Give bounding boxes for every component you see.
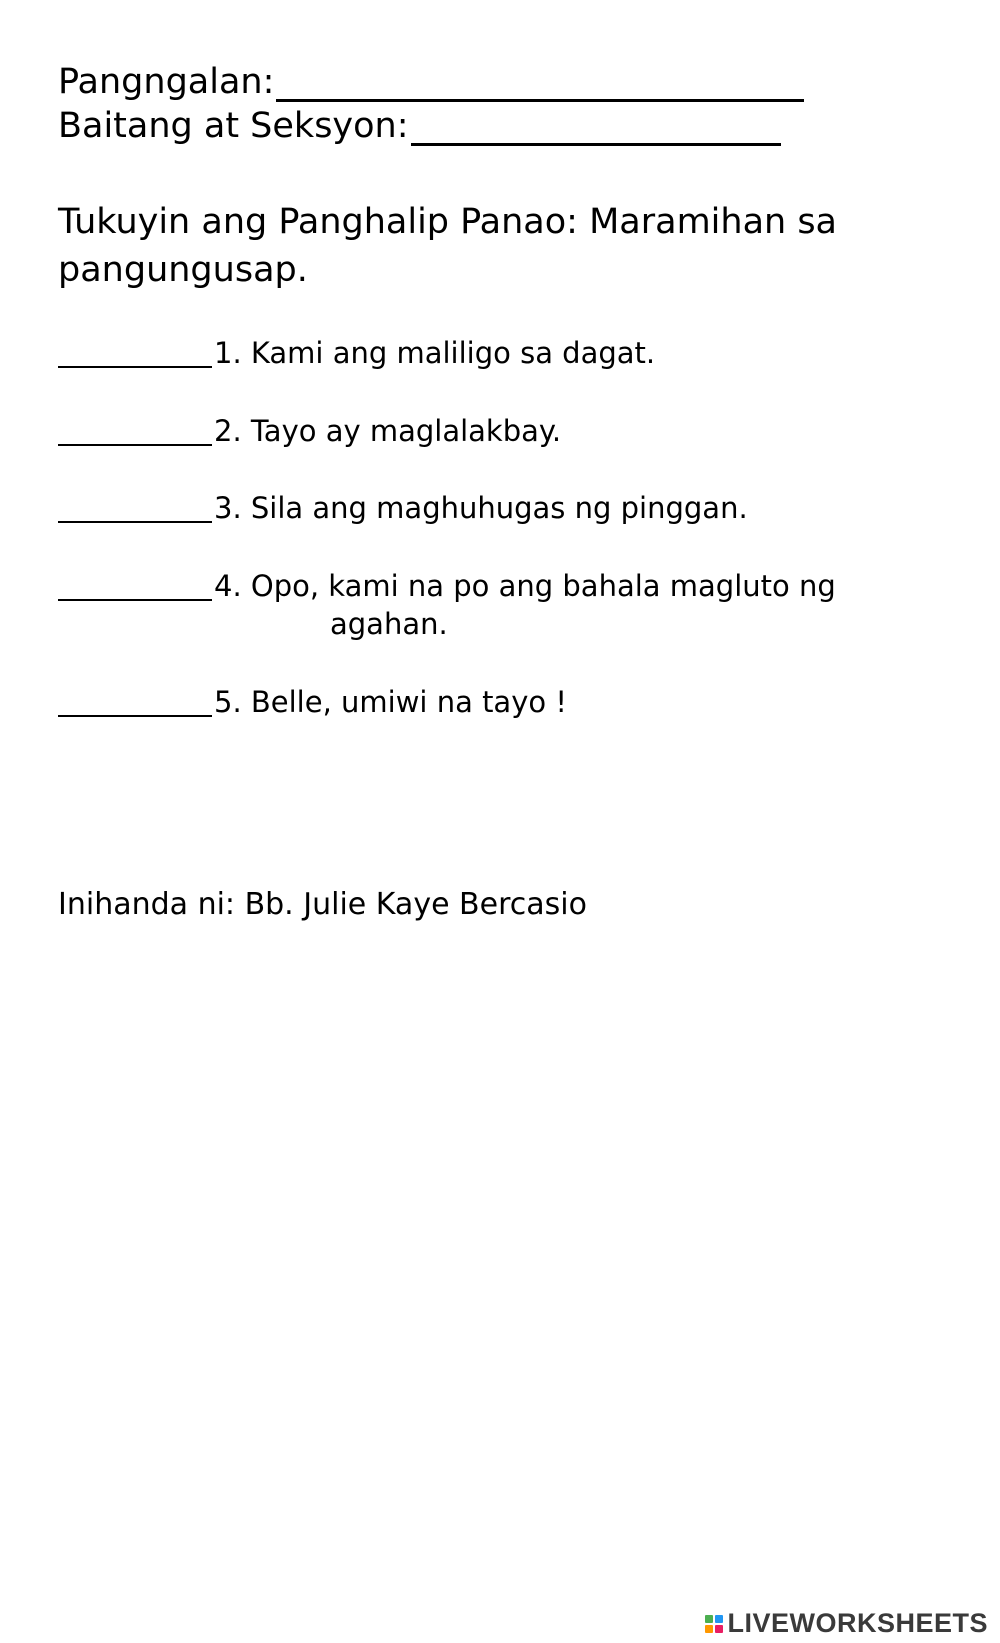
question-text-1: 1. Kami ang maliligo sa dagat. (214, 336, 656, 370)
liveworksheets-watermark (705, 1608, 988, 1639)
question-text-4: 4. Opo, kami na po ang bahala magluto ng (214, 569, 836, 603)
prepared-by-text: Inihanda ni: Bb. Julie Kaye Bercasio (58, 887, 587, 922)
instruction-text: Tukuyin ang Panghalip Panao: Maramihan sa pangungusap. (58, 202, 838, 290)
logo-cell-icon (705, 1615, 713, 1623)
question-text-4-continuation: agahan. (330, 607, 448, 641)
question-text-2: 2. Tayo ay maglalakbay. (214, 414, 562, 448)
section-blank-line[interactable] (411, 113, 781, 146)
name-label: Pangngalan: (58, 62, 275, 102)
question-item-4 (58, 567, 836, 605)
question-item-2 (58, 412, 561, 450)
answer-blank-1[interactable] (58, 334, 212, 368)
question-text-5: 5. Belle, umiwi na tayo ! (214, 685, 567, 719)
answer-blank-4[interactable] (58, 567, 212, 601)
liveworksheets-logo-icon (705, 1615, 723, 1633)
question-item-1 (58, 334, 655, 372)
section-field-row (58, 106, 781, 146)
logo-cell-icon (715, 1625, 723, 1633)
section-label: Baitang at Seksyon: (58, 106, 409, 146)
logo-cell-icon (705, 1625, 713, 1633)
answer-blank-3[interactable] (58, 489, 212, 523)
question-text-3: 3. Sila ang maghuhugas ng pinggan. (214, 491, 748, 525)
answer-blank-5[interactable] (58, 683, 212, 717)
answer-blank-2[interactable] (58, 412, 212, 446)
logo-cell-icon (715, 1615, 723, 1623)
name-field-row (58, 62, 804, 102)
watermark-text: LIVEWORKSHEETS (727, 1608, 988, 1638)
question-item-3 (58, 489, 748, 527)
question-item-5 (58, 683, 567, 721)
name-blank-line[interactable] (276, 69, 804, 102)
